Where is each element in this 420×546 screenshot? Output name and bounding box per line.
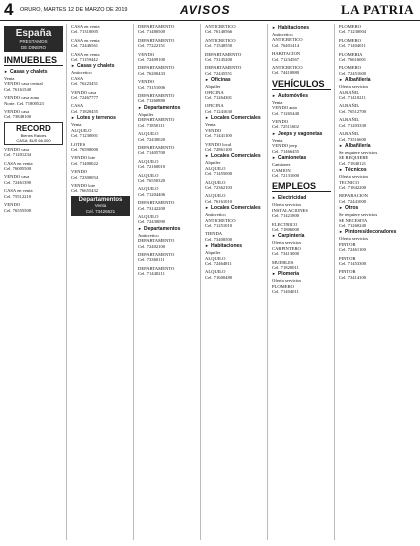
subheading: ► Locales Comerciales: [205, 153, 264, 159]
column-6: PLOMERO Cel. 71230004 PLOMERO Cel. 71404011 PLOMERIA Cel. 76616001 PLOMERO Cel. 72451600 ► Albañilería Oferta servicios ALBAÑIL Cel. 71410211 ALBAÑIL Cel. 76512700 ALBAÑIL Cel. 71203330 ALBAÑIL Cel. 73516600 ► Albañilería Se requiere servicios SE REQUIERE Cel. 71840121 ► Técnicos Oferta servicios TECNICO Cel. 71842200 REPARACION Cel. 72441000 ► Otros Se requiere servicios SE NECESITA Cel. 71260240 ► Pintores/decoradores Oferta servicios PINTOR Cel. 72461100 PINTOR Cel. 71453300 PINTOR Cel. 73414100: [339, 24, 415, 540]
loan-ad: España PRESTAMOS DE DINERO: [4, 26, 63, 52]
column-divider: [66, 24, 67, 540]
subheading: ► Plomería: [272, 271, 331, 277]
column-5: ► Habitaciones Anticretico ANTICRETICO Cel. 76401414 HABITACION Cel. 71234567 ANTICRETICO Cel. 74410880 VEHÍCULOS ► Automóviles Venta VENDO auto Cel. 71265440 VENDO Cel. 72511602 ► Jeeps y vagonetas Venta VENDO jeep Cel. 71466455 ► Camionetas Camiones CAMION Cel. 72131000 EMPLEOS ► Electricidad Oferta servicios INSTALACIONES Cel. 71421800 ELECTRICO Cel. 71806000 ► Carpintería Oferta servicios CARPINTERO Cel. 73413000 MUEBLES Cel. 71820011 ► Plomería Oferta servicios PLOMERO Cel. 71404011: [272, 24, 331, 540]
subheading: ► Jeeps y vagonetas: [272, 131, 331, 137]
subheading: ► Locales Comerciales: [205, 115, 264, 121]
page-header: [0, 0, 420, 21]
column-2: CASA en venta Cel. 71310005 CASA en venta Cel. 72446561 CASA en venta Cel. 71159442 ► Casas y chalets Anticretico CASA Cel. 76223451 VENDO casa Cel. 72467777 CASA Cel. 71820455 ► Lotes y terrenos Venta ALQUILO Cel. 71230001 LOTES Cel. 76590000 VENDO lote Cel. 71400022 VENDO Cel. 72300054 VENDO lote Cel. 76655432 Departamentos Venta Cel. 73426621: [71, 24, 130, 540]
column-divider: [267, 24, 268, 540]
subheading: ► Otros: [339, 205, 415, 211]
section-heading-vehiculos: VEHÍCULOS: [272, 79, 331, 90]
subheading: ► Carpintería: [272, 233, 331, 239]
subheading: ► Locales Comerciales: [205, 205, 264, 211]
subheading: ► Departamentos: [138, 226, 197, 232]
column-divider: [200, 24, 201, 540]
column-3: DEPARTAMENTO Cel. 71480500 DEPARTAMENTO Cel. 77222151 VENDO Cel. 72409100 DEPARTAMENTO Cel. 76200433 VENDO Cel. 73151006 DEPARTAMENTO Cel. 71260880 ► Departamentos Alquiler DEPARTAMENTO Cel. 71850111 ALQUILO Cel. 72430020 DEPARTAMENTO Cel. 71405700 ALQUILO Cel. 72160010 ALQUILO Cel. 76550320 ALQUILO Cel. 71204406 DEPARTAMENTO Cel. 73142200 ALQUILO Cel. 72430090 ► Departamentos Anticretico DEPARTAMENTO Cel. 72402100 DEPARTAMENTO Cel. 73360111 DEPARTAMENTO Cel. 71440211: [138, 24, 197, 540]
subheading: ► Oficinas: [205, 77, 264, 83]
column-1: España PRESTAMOS DE DINERO INMUEBLES ► Casas y chalets Venta VENDO casa central Cel. 76161540 VENDO casa zona Norte. Cel. 71800523 VENDO casa Cel. 73848100 RECORD Bienes Raíces CASA: $US 66.000 VENDO casa Cel. 71201234 CASA en venta Cel. 76005500 VENDO casa Cel. 72461390 CASA en venta Cel. 75512210 VENDO Cel. 76555500: [4, 24, 63, 540]
subheading: ► Camionetas: [272, 155, 331, 161]
page-number: 4: [4, 0, 14, 19]
column-divider: [133, 24, 134, 540]
subheading: ► Albañilería: [339, 77, 415, 83]
subheading: ► Electricidad: [272, 195, 331, 201]
department-ad: Departamentos Venta Cel. 73426621: [71, 196, 130, 217]
subheading: ► Automóviles: [272, 93, 331, 99]
subheading: ► Pintores/decoradores: [339, 229, 415, 235]
realty-ad: RECORD Bienes Raíces CASA: $US 66.000: [4, 122, 63, 145]
section-heading-empleos: EMPLEOS: [272, 181, 331, 192]
issue-date: ORURO, MARTES 12 DE MARZO DE 2019: [20, 7, 128, 13]
subheading: ► Casas y chalets: [71, 63, 130, 69]
section-title: AVISOS: [180, 3, 231, 17]
subheading: ► Técnicos: [339, 167, 415, 173]
subheading: ► Lotes y terrenos: [71, 115, 130, 121]
subheading: ► Albañilería: [339, 143, 415, 149]
classified-line: VENDO casa central: [4, 81, 43, 87]
column-divider: [334, 24, 335, 540]
subheading: ► Departamentos: [138, 105, 197, 111]
section-heading-inmuebles: INMUEBLES: [4, 55, 63, 66]
column-4: ANTICRETICO Cel. 76140566 ANTICRETICO Cel. 71540550 DEPARTAMENTO Cel. 73145200 DEPARTAMENTO Cel. 72445551 ► Oficinas Alquiler OFICINA Cel. 71264301 OFICINA Cel. 71241630 ► Locales Comerciales Venta VENDO Cel. 71441100 VENDO local Cel. 72861100 ► Locales Comerciales Alquiler ALQUILO Cel. 71455000 ALQUILO Cel. 72362103 ALQUILO Cel. 76161010 ► Locales Comerciales Anticretico ANTICRETICO Cel. 71251010 TIENDA Cel. 73400500 ► Habitaciones Alquiler ALQUILO Cel. 72464811 ALQUILO Cel. 71600480: [205, 24, 264, 540]
subheading: ► Casas y chalets: [4, 69, 63, 75]
subheading: ► Habitaciones: [205, 243, 264, 249]
subheading: ► Habitaciones: [272, 25, 331, 31]
newspaper-logo: LA PATRIA: [341, 2, 414, 17]
